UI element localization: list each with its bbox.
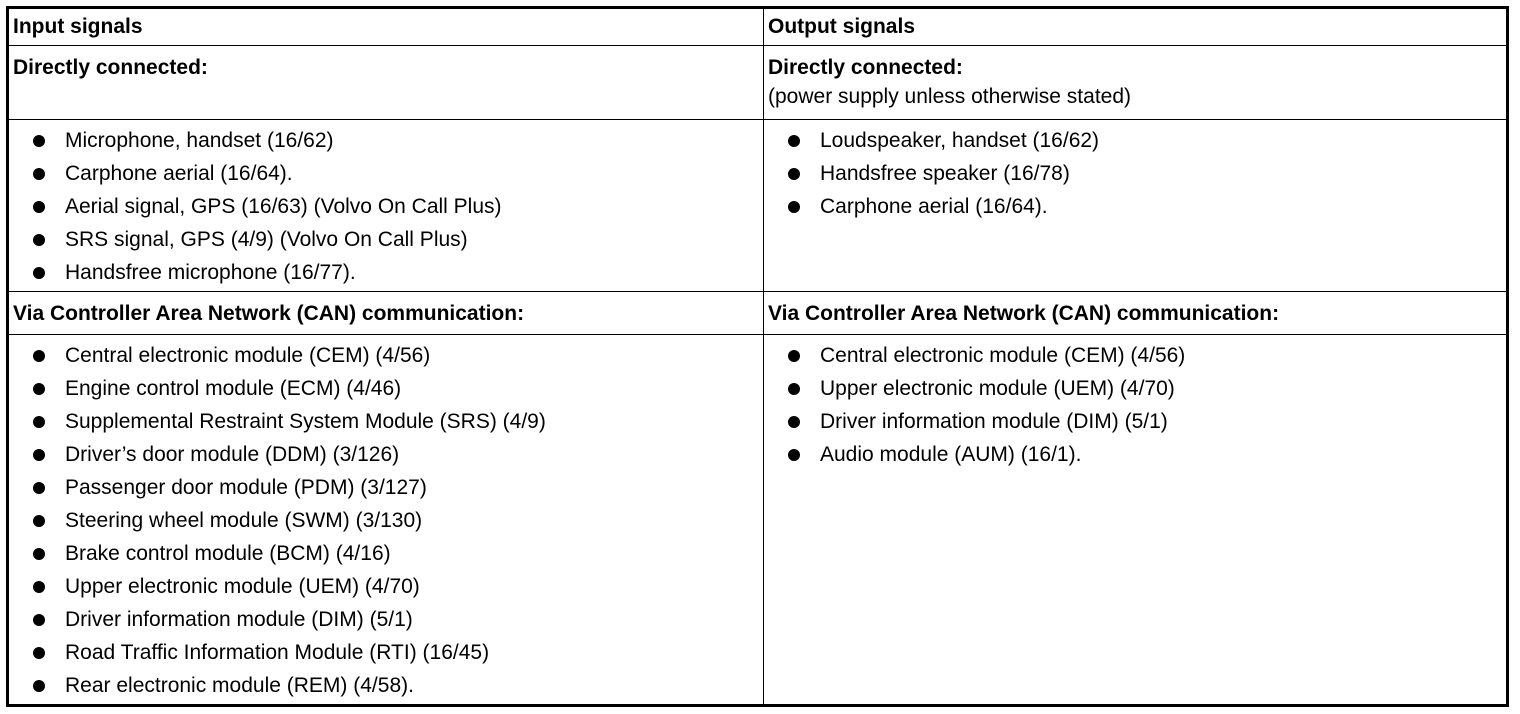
bullet-icon — [33, 383, 45, 395]
bullet-icon — [33, 614, 45, 626]
bullet-icon — [33, 416, 45, 428]
output-can-label: Via Controller Area Network (CAN) communication: — [768, 302, 1280, 325]
output-can-list — [784, 339, 1502, 471]
bullet-icon — [33, 449, 45, 461]
list-item — [784, 190, 1502, 223]
list-item — [784, 157, 1502, 190]
input-can-list — [29, 339, 759, 702]
list-item-text: Passenger door module (PDM) (3/127) — [65, 476, 427, 499]
bullet-icon — [33, 680, 45, 692]
list-item-text: Handsfree microphone (16/77). — [65, 261, 356, 284]
output-directly-connected-cell — [764, 46, 1508, 120]
bullet-icon — [788, 135, 800, 147]
output-direct-list — [784, 124, 1502, 223]
list-item-text: Rear electronic module (REM) (4/58). — [65, 674, 414, 697]
output-directly-connected-label: Directly connected: — [768, 56, 963, 79]
bullet-icon — [33, 548, 45, 560]
list-item — [29, 603, 759, 636]
bullet-icon — [788, 416, 800, 428]
list-item — [29, 124, 759, 157]
list-item — [29, 405, 759, 438]
list-item — [784, 372, 1502, 405]
list-item-text: Carphone aerial (16/64). — [820, 195, 1048, 218]
list-item-text: Central electronic module (CEM) (4/56) — [820, 344, 1186, 367]
bullet-icon — [33, 581, 45, 593]
list-item-text: Handsfree speaker (16/78) — [820, 162, 1070, 185]
list-item — [29, 669, 759, 702]
list-item-text: Carphone aerial (16/64). — [65, 162, 293, 185]
list-item — [29, 636, 759, 669]
list-item-text: Driver’s door module (DDM) (3/126) — [65, 443, 400, 466]
bullet-icon — [33, 647, 45, 659]
header-row — [8, 8, 1508, 46]
signals-table — [6, 6, 1509, 707]
list-item-text: Supplemental Restraint System Module (SRS) (4/9) — [65, 410, 546, 433]
list-item-text: Aerial signal, GPS (16/63) (Volvo On Call Plus) — [65, 195, 502, 218]
list-item-text: Engine control module (ECM) (4/46) — [65, 377, 402, 400]
list-item-text: Upper electronic module (UEM) (4/70) — [820, 377, 1175, 400]
list-item — [29, 223, 759, 256]
list-item-text: Driver information module (DIM) (5/1) — [65, 608, 413, 631]
list-item — [784, 339, 1502, 372]
bullet-icon — [33, 350, 45, 362]
list-item — [784, 124, 1502, 157]
bullet-icon — [788, 168, 800, 180]
bullet-icon — [788, 449, 800, 461]
list-item-text: Road Traffic Information Module (RTI) (16/45) — [65, 641, 490, 664]
output-signals-heading: Output signals — [764, 8, 1508, 46]
bullet-icon — [33, 168, 45, 180]
input-directly-connected-cell — [8, 46, 764, 120]
list-item — [29, 570, 759, 603]
list-item-text: Microphone, handset (16/62) — [65, 129, 334, 152]
list-item — [29, 157, 759, 190]
bullet-icon — [33, 135, 45, 147]
list-item — [784, 438, 1502, 471]
bullet-icon — [33, 482, 45, 494]
bullet-icon — [33, 201, 45, 213]
list-item-text: Loudspeaker, handset (16/62) — [820, 129, 1100, 152]
bullet-icon — [33, 234, 45, 246]
input-direct-list-cell — [8, 120, 764, 292]
list-item — [29, 504, 759, 537]
input-directly-connected-label: Directly connected: — [13, 56, 208, 79]
bullet-icon — [33, 267, 45, 279]
list-item — [29, 471, 759, 504]
list-item-text: Brake control module (BCM) (4/16) — [65, 542, 391, 565]
list-item — [29, 256, 759, 289]
list-item — [29, 372, 759, 405]
list-item — [29, 339, 759, 372]
input-signals-heading: Input signals — [8, 8, 764, 46]
bullet-icon — [788, 383, 800, 395]
list-item — [29, 438, 759, 471]
list-item-text: Central electronic module (CEM) (4/56) — [65, 344, 431, 367]
output-direct-list-cell — [764, 120, 1508, 292]
list-item-text: Driver information module (DIM) (5/1) — [820, 410, 1168, 433]
bullet-icon — [788, 350, 800, 362]
output-can-cell — [764, 292, 1508, 335]
list-item-text: Upper electronic module (UEM) (4/70) — [65, 575, 420, 598]
bullet-icon — [33, 515, 45, 527]
directly-connected-list-row — [8, 120, 1508, 292]
output-power-supply-note: (power supply unless otherwise stated) — [768, 85, 1132, 108]
input-can-list-cell — [8, 335, 764, 706]
list-item — [29, 537, 759, 570]
can-list-row — [8, 335, 1508, 706]
list-item-text: Audio module (AUM) (16/1). — [820, 443, 1082, 466]
list-item — [784, 405, 1502, 438]
input-can-cell — [8, 292, 764, 335]
list-item — [29, 190, 759, 223]
bullet-icon — [788, 201, 800, 213]
can-communication-row — [8, 292, 1508, 335]
output-can-list-cell — [764, 335, 1508, 706]
list-item-text: Steering wheel module (SWM) (3/130) — [65, 509, 423, 532]
input-can-label: Via Controller Area Network (CAN) communication: — [13, 302, 525, 325]
directly-connected-row — [8, 46, 1508, 120]
list-item-text: SRS signal, GPS (4/9) (Volvo On Call Plus) — [65, 228, 468, 251]
input-direct-list — [29, 124, 759, 289]
